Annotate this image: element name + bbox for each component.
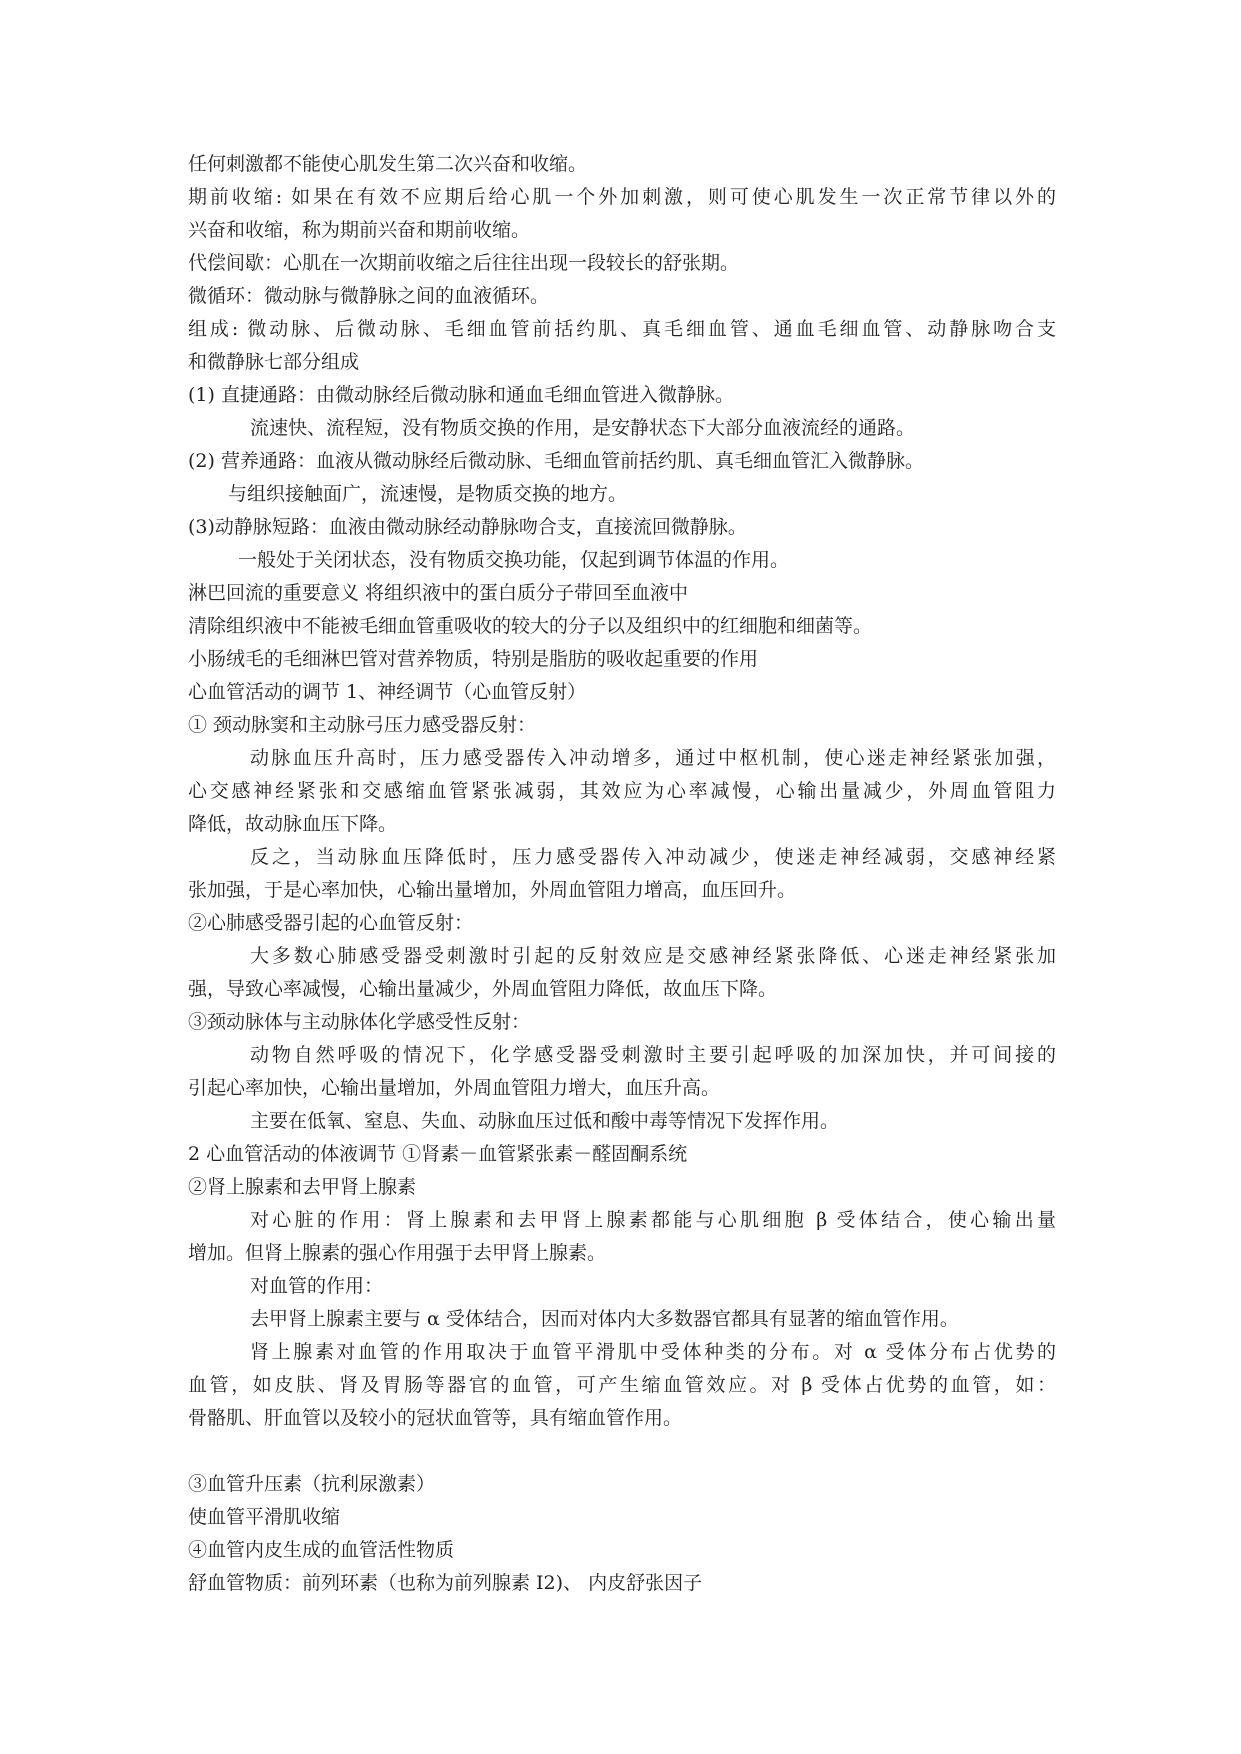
text-line: 与组织接触面广，流速慢，是物质交换的地方。 [228, 483, 628, 505]
text-line: 反之，当动脉血压降低时，压力感受器传入冲动减少，使迷走神经减弱，交感神经紧 [250, 846, 1056, 868]
document-page [188, 148, 1056, 1600]
text-line: 代偿间歇：心肌在一次期前收缩之后往往出现一段较长的舒张期。 [188, 252, 740, 274]
text-line: 去甲肾上腺素主要与 α 受体结合，因而对体内大多数器官都具有显著的缩血管作用。 [250, 1308, 959, 1330]
text-line: 对心脏的作用：肾上腺素和去甲肾上腺素都能与心肌细胞 β 受体结合，使心输出量 [250, 1209, 1056, 1231]
text-line: 微循环：微动脉与微静脉之间的血液循环。 [188, 285, 550, 307]
blank-line [188, 1435, 1056, 1468]
text-line: 兴奋和收缩，称为期前兴奋和期前收缩。 [188, 219, 531, 241]
text-line: 强，导致心率减慢，心输出量减少，外周血管阻力降低，故血压下降。 [188, 978, 778, 1000]
section-heading: 2 心血管活动的体液调节 ①肾素－血管紧张素－醛固酮系统 [188, 1143, 688, 1165]
text-line: 降低，故动脉血压下降。 [188, 813, 398, 835]
text-line: 引起心率加快，心输出量增加，外周血管阻力增大，血压升高。 [188, 1077, 721, 1099]
text-line: 对血管的作用： [250, 1275, 384, 1297]
section-heading: 心血管活动的调节 1、神经调节（心血管反射） [188, 681, 587, 703]
text-line: 流速快、流程短，没有物质交换的作用，是安静状态下大部分血液流经的通路。 [250, 417, 916, 439]
text-line: 小肠绒毛的毛细淋巴管对营养物质，特别是脂肪的吸收起重要的作用 [188, 648, 759, 670]
subsection-heading: ① 颈动脉窦和主动脉弓压力感受器反射： [188, 714, 537, 736]
list-item-shunt-path: (3)动静脉短路：血液由微动脉经动静脉吻合支，直接流回微静脉。 [188, 516, 747, 538]
subsection-heading: ③血管升压素（抗利尿激素） [188, 1473, 436, 1495]
text-line: 期前收缩: 如果在有效不应期后给心肌一个外加刺激，则可使心肌发生一次正常节律以外的 [188, 186, 1056, 208]
text-line: 动脉血压升高时，压力感受器传入冲动增多，通过中枢机制，使心迷走神经紧张加强， [250, 747, 1056, 769]
text-line: 一般处于关闭状态，没有物质交换功能，仅起到调节体温的作用。 [238, 549, 790, 571]
subsection-heading: ③颈动脉体与主动脉体化学感受性反射： [188, 1011, 531, 1033]
text-line: 使血管平滑肌收缩 [188, 1506, 341, 1528]
text-line: 心交感神经紧张和交感缩血管紧张减弱，其效应为心率减慢，心输出量减少，外周血管阻力 [188, 780, 1056, 802]
text-line: 和微静脉七部分组成 [188, 351, 360, 373]
text-line: 任何刺激都不能使心肌发生第二次兴奋和收缩。 [188, 153, 588, 175]
text-line: 主要在低氧、窒息、失血、动脉血压过低和酸中毒等情况下发挥作用。 [250, 1110, 840, 1132]
subsection-heading: ②肾上腺素和去甲肾上腺素 [188, 1176, 417, 1198]
text-line: 大多数心肺感受器受刺激时引起的反射效应是交感神经紧张降低、心迷走神经紧张加 [250, 945, 1056, 967]
text-line: 增加。但肾上腺素的强心作用强于去甲肾上腺素。 [188, 1242, 607, 1264]
text-line: 组成: 微动脉、后微动脉、毛细血管前括约肌、真毛细血管、通血毛细血管、动静脉吻合支 [188, 318, 1056, 340]
text-line: 骨骼肌、肝血管以及较小的冠状血管等，具有缩血管作用。 [188, 1407, 683, 1429]
text-line: 清除组织液中不能被毛细血管重吸收的较大的分子以及组织中的红细胞和细菌等。 [188, 615, 873, 637]
list-item-nutrition-path: (2) 营养通路：血液从微动脉经后微动脉、毛细血管前括约肌、真毛细血管汇入微静脉。 [188, 450, 924, 472]
list-item-direct-path: (1) 直捷通路：由微动脉经后微动脉和通血毛细血管进入微静脉。 [188, 384, 734, 406]
text-line: 肾上腺素对血管的作用取决于血管平滑肌中受体种类的分布。对 α 受体分布占优势的 [250, 1341, 1056, 1363]
text-line: 动物自然呼吸的情况下，化学感受器受刺激时主要引起呼吸的加深加快，并可间接的 [250, 1044, 1056, 1066]
text-line: 舒血管物质：前列环素（也称为前列腺素 I2)、 内皮舒张因子 [188, 1572, 703, 1594]
text-line: 血管，如皮肤、肾及胃肠等器官的血管，可产生缩血管效应。对 β 受体占优势的血管，如： [188, 1374, 1056, 1396]
text-line: 淋巴回流的重要意义 将组织液中的蛋白质分子带回至血液中 [188, 582, 689, 604]
subsection-heading: ④血管内皮生成的血管活性物质 [188, 1539, 455, 1561]
subsection-heading: ②心肺感受器引起的心血管反射： [188, 912, 474, 934]
text-line: 张加强，于是心率加快，心输出量增加，外周血管阻力增高，血压回升。 [188, 879, 797, 901]
